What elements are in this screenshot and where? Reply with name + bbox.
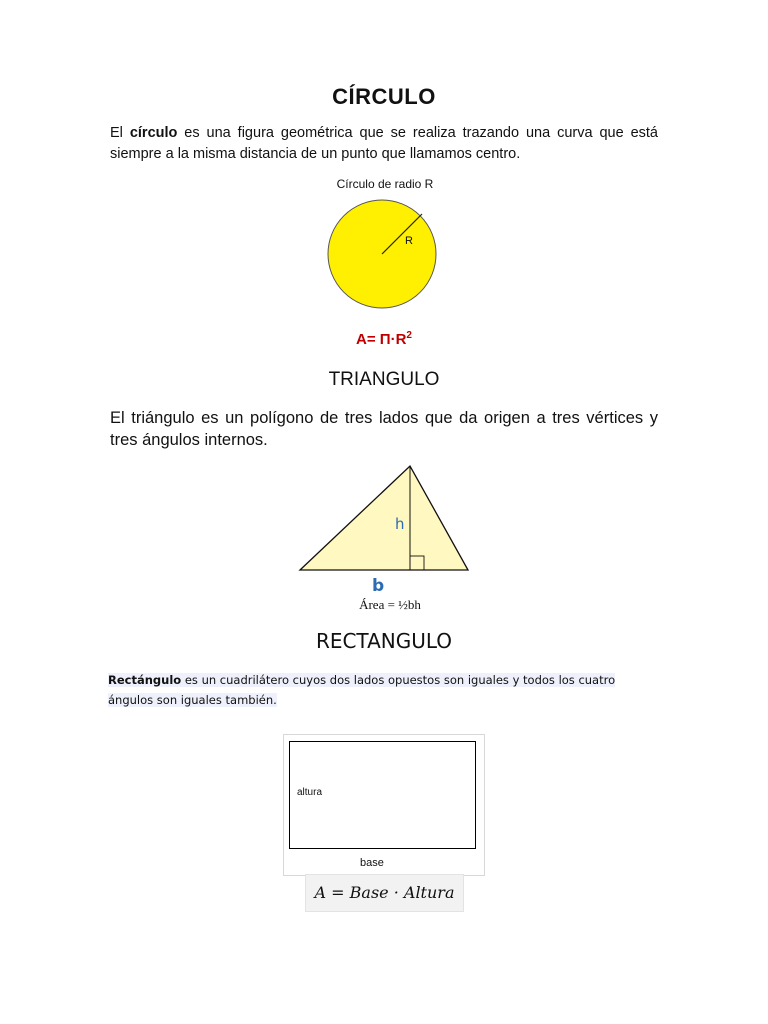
triangle-description: El triángulo es un polígono de tres lados que da origen a tres vértices y tres ángulos internos. [110, 409, 658, 449]
circle-intro-bold: círculo [129, 125, 178, 141]
circle-intro-post: es una figura geométrica que se realiza trazando una curva que está siempre a la misma distancia de un punto que llamamos centro. [110, 125, 658, 162]
circle-figure-caption: Círculo de radio R [336, 177, 434, 191]
triangle-height-label: h [395, 515, 405, 533]
circle-title: CÍRCULO [332, 84, 436, 109]
triangle-base-label: b [372, 576, 385, 596]
circle-area-formula [0, 330, 768, 348]
rectangle-base-label: base [360, 857, 384, 869]
circle-intro-pre: El [110, 125, 130, 141]
triangle-figure [296, 462, 474, 614]
rectangle-title: RECTANGULO [315, 629, 453, 653]
circle-formula-main: A= Π·R [356, 331, 407, 348]
rectangle-description [108, 670, 660, 710]
rectangle-area-formula: A = Base · Altura [305, 874, 464, 912]
triangle-title: TRIANGULO [328, 369, 440, 390]
rectangle-text-bold: Rectángulo [108, 673, 182, 687]
circle-figure [320, 172, 450, 312]
circle-formula-exponent: 2 [406, 330, 412, 341]
rectangle-text-rest: es un cuadrilátero cuyos dos lados opuestos son iguales y todos los cuatro ángulos son iguales también. [108, 673, 616, 707]
rectangle-height-label: altura [297, 787, 323, 798]
triangle-shape [300, 466, 468, 570]
circle-radius-label: R [405, 235, 413, 247]
circle-description [110, 123, 658, 165]
triangle-area-caption: Área = ½bh [359, 597, 421, 612]
